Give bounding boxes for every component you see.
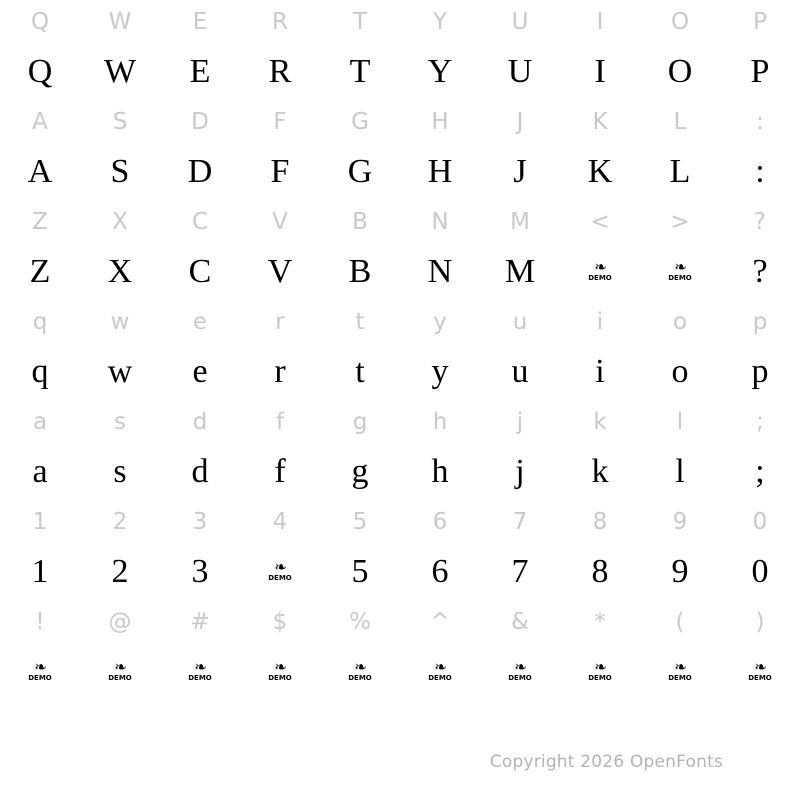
key-label: X <box>112 208 128 235</box>
glyph: d <box>191 453 209 490</box>
demo-label: DEMO <box>428 673 452 682</box>
key-label: t <box>355 308 365 335</box>
glyph: P <box>750 53 770 90</box>
leaf-icon: ❧ <box>434 660 446 677</box>
glyph: a <box>32 453 48 490</box>
key-label: @ <box>108 608 132 635</box>
glyph: 2 <box>111 553 129 590</box>
glyph: H <box>427 153 453 190</box>
leaf-icon: ❧ <box>674 660 686 677</box>
glyph: r <box>274 353 286 390</box>
key-label: : <box>756 108 764 135</box>
specimen-row-group <box>0 300 800 400</box>
key-label: 1 <box>32 508 48 535</box>
glyph: ? <box>752 253 768 290</box>
glyph: 0 <box>751 553 769 590</box>
key-label: l <box>676 408 684 435</box>
key-label: W <box>108 8 132 35</box>
leaf-icon: ❧ <box>274 560 286 577</box>
glyph-row <box>0 244 800 300</box>
glyph: w <box>107 353 133 390</box>
key-label: R <box>272 8 288 35</box>
glyph: E <box>189 53 211 90</box>
demo-watermark-icon <box>640 644 720 700</box>
key-label: M <box>510 208 530 235</box>
glyph: T <box>349 53 371 90</box>
key-label-row <box>0 600 800 644</box>
glyph-row <box>0 44 800 100</box>
key-label: 0 <box>752 508 768 535</box>
glyph: Y <box>427 53 453 90</box>
demo-watermark-icon <box>400 644 480 700</box>
key-label: 6 <box>432 508 448 535</box>
glyph: f <box>274 453 286 490</box>
key-label: F <box>273 108 287 135</box>
key-label: * <box>594 608 606 635</box>
glyph: 6 <box>431 553 449 590</box>
demo-label: DEMO <box>508 673 532 682</box>
key-label: L <box>673 108 687 135</box>
leaf-icon: ❧ <box>274 660 286 677</box>
glyph: K <box>587 153 613 190</box>
key-label: B <box>352 208 368 235</box>
glyph: Q <box>27 53 53 90</box>
glyph: O <box>667 53 693 90</box>
glyph: R <box>268 53 292 90</box>
demo-watermark-icon <box>320 644 400 700</box>
leaf-icon: ❧ <box>114 660 126 677</box>
specimen-row-group <box>0 100 800 200</box>
leaf-icon: ❧ <box>674 260 686 277</box>
glyph: F <box>270 153 290 190</box>
key-label: w <box>110 308 130 335</box>
key-label: Z <box>32 208 48 235</box>
glyph: l <box>675 453 685 490</box>
key-label: C <box>191 208 209 235</box>
leaf-icon: ❧ <box>194 660 206 677</box>
glyph-row <box>0 144 800 200</box>
glyph: Z <box>29 253 51 290</box>
glyph: U <box>507 53 533 90</box>
key-label: r <box>275 308 285 335</box>
glyph: t <box>355 353 365 390</box>
demo-watermark-icon <box>480 644 560 700</box>
key-label: p <box>752 308 768 335</box>
demo-watermark-icon <box>720 644 800 700</box>
glyph: L <box>669 153 691 190</box>
key-label: ; <box>756 408 764 435</box>
glyph: 7 <box>511 553 529 590</box>
key-label: q <box>32 308 48 335</box>
key-label: A <box>32 108 48 135</box>
demo-label: DEMO <box>668 673 692 682</box>
demo-label: DEMO <box>588 673 612 682</box>
key-label: N <box>431 208 449 235</box>
key-label: a <box>32 408 48 435</box>
key-label-row <box>0 300 800 344</box>
key-label: & <box>511 608 529 635</box>
glyph: h <box>431 453 449 490</box>
key-label: h <box>432 408 448 435</box>
key-label: 3 <box>192 508 208 535</box>
key-label: $ <box>272 608 288 635</box>
key-label: d <box>192 408 208 435</box>
key-label: k <box>593 408 607 435</box>
glyph: 1 <box>31 553 49 590</box>
demo-label: DEMO <box>348 673 372 682</box>
leaf-icon: ❧ <box>754 660 766 677</box>
key-label: u <box>512 308 528 335</box>
key-label: o <box>672 308 688 335</box>
glyph: 3 <box>191 553 209 590</box>
demo-watermark-icon <box>560 644 640 700</box>
glyph: s <box>113 453 127 490</box>
specimen-row-group <box>0 200 800 300</box>
key-label: j <box>516 408 524 435</box>
leaf-icon: ❧ <box>354 660 366 677</box>
specimen-row-group <box>0 0 800 100</box>
key-label: E <box>192 8 208 35</box>
specimen-row-group <box>0 400 800 500</box>
key-label: G <box>351 108 369 135</box>
key-label: 5 <box>352 508 368 535</box>
key-label: 2 <box>112 508 128 535</box>
glyph: 9 <box>671 553 689 590</box>
key-label-row <box>0 100 800 144</box>
key-label: % <box>349 608 371 635</box>
glyph: y <box>431 353 449 390</box>
key-label: s <box>114 408 126 435</box>
key-label: ? <box>753 208 767 235</box>
glyph: : <box>755 153 765 190</box>
key-label-row <box>0 500 800 544</box>
key-label: Y <box>432 8 448 35</box>
key-label: i <box>596 308 604 335</box>
glyph: M <box>504 253 536 290</box>
glyph-row <box>0 344 800 400</box>
glyph: e <box>192 353 208 390</box>
key-label: y <box>433 308 447 335</box>
glyph: g <box>351 453 369 490</box>
specimen-row-group <box>0 500 800 600</box>
demo-label: DEMO <box>108 673 132 682</box>
leaf-icon: ❧ <box>594 660 606 677</box>
glyph: p <box>751 353 769 390</box>
key-label: g <box>352 408 368 435</box>
demo-label: DEMO <box>28 673 52 682</box>
demo-watermark-icon <box>240 544 320 600</box>
key-label: ^ <box>430 608 450 635</box>
key-label-row <box>0 400 800 444</box>
key-label: K <box>592 108 608 135</box>
glyph: i <box>595 353 605 390</box>
key-label: S <box>112 108 128 135</box>
glyph: q <box>31 353 49 390</box>
key-label: 7 <box>512 508 528 535</box>
key-label-row <box>0 0 800 44</box>
key-label: ( <box>675 608 685 635</box>
glyph: u <box>511 353 529 390</box>
demo-watermark-icon <box>240 644 320 700</box>
key-label: ! <box>35 608 45 635</box>
glyph-row <box>0 444 800 500</box>
glyph-row <box>0 644 800 700</box>
glyph: I <box>594 53 606 90</box>
demo-watermark-icon <box>640 244 720 300</box>
key-label: > <box>670 208 690 235</box>
demo-label: DEMO <box>588 273 612 282</box>
leaf-icon: ❧ <box>34 660 46 677</box>
demo-watermark-icon <box>160 644 240 700</box>
leaf-icon: ❧ <box>514 660 526 677</box>
key-label: O <box>670 8 690 35</box>
key-label: < <box>590 208 610 235</box>
key-label: 4 <box>272 508 288 535</box>
key-label: P <box>753 8 767 35</box>
glyph: W <box>103 53 137 90</box>
key-label: D <box>191 108 209 135</box>
glyph: k <box>591 453 609 490</box>
key-label-row <box>0 200 800 244</box>
demo-watermark-icon <box>80 644 160 700</box>
demo-watermark-icon <box>560 244 640 300</box>
key-label: I <box>596 8 604 35</box>
key-label: H <box>431 108 449 135</box>
glyph: o <box>671 353 689 390</box>
glyph: B <box>348 253 372 290</box>
key-label: ) <box>755 608 765 635</box>
glyph: 8 <box>591 553 609 590</box>
key-label: e <box>192 308 208 335</box>
glyph: N <box>427 253 453 290</box>
glyph: X <box>107 253 133 290</box>
glyph: 5 <box>351 553 369 590</box>
glyph: S <box>110 153 130 190</box>
key-label: f <box>275 408 285 435</box>
key-label: 9 <box>672 508 688 535</box>
demo-watermark-icon <box>0 644 80 700</box>
key-label: J <box>516 108 524 135</box>
glyph-row <box>0 544 800 600</box>
key-label: U <box>511 8 529 35</box>
glyph: G <box>347 153 373 190</box>
key-label: V <box>272 208 288 235</box>
demo-label: DEMO <box>748 673 772 682</box>
glyph: C <box>188 253 212 290</box>
demo-label: DEMO <box>668 273 692 282</box>
key-label: # <box>190 608 210 635</box>
specimen-row-group <box>0 600 800 700</box>
glyph: V <box>267 253 293 290</box>
key-label: T <box>352 8 368 35</box>
glyph: J <box>513 153 527 190</box>
leaf-icon: ❧ <box>594 260 606 277</box>
glyph: j <box>515 453 525 490</box>
glyph: A <box>27 153 53 190</box>
glyph: ; <box>755 453 765 490</box>
demo-label: DEMO <box>188 673 212 682</box>
glyph: D <box>187 153 213 190</box>
key-label: 8 <box>592 508 608 535</box>
demo-label: DEMO <box>268 673 292 682</box>
key-label: Q <box>30 8 50 35</box>
copyright-notice: Copyright 2026 OpenFonts <box>489 752 723 772</box>
demo-label: DEMO <box>268 573 292 582</box>
